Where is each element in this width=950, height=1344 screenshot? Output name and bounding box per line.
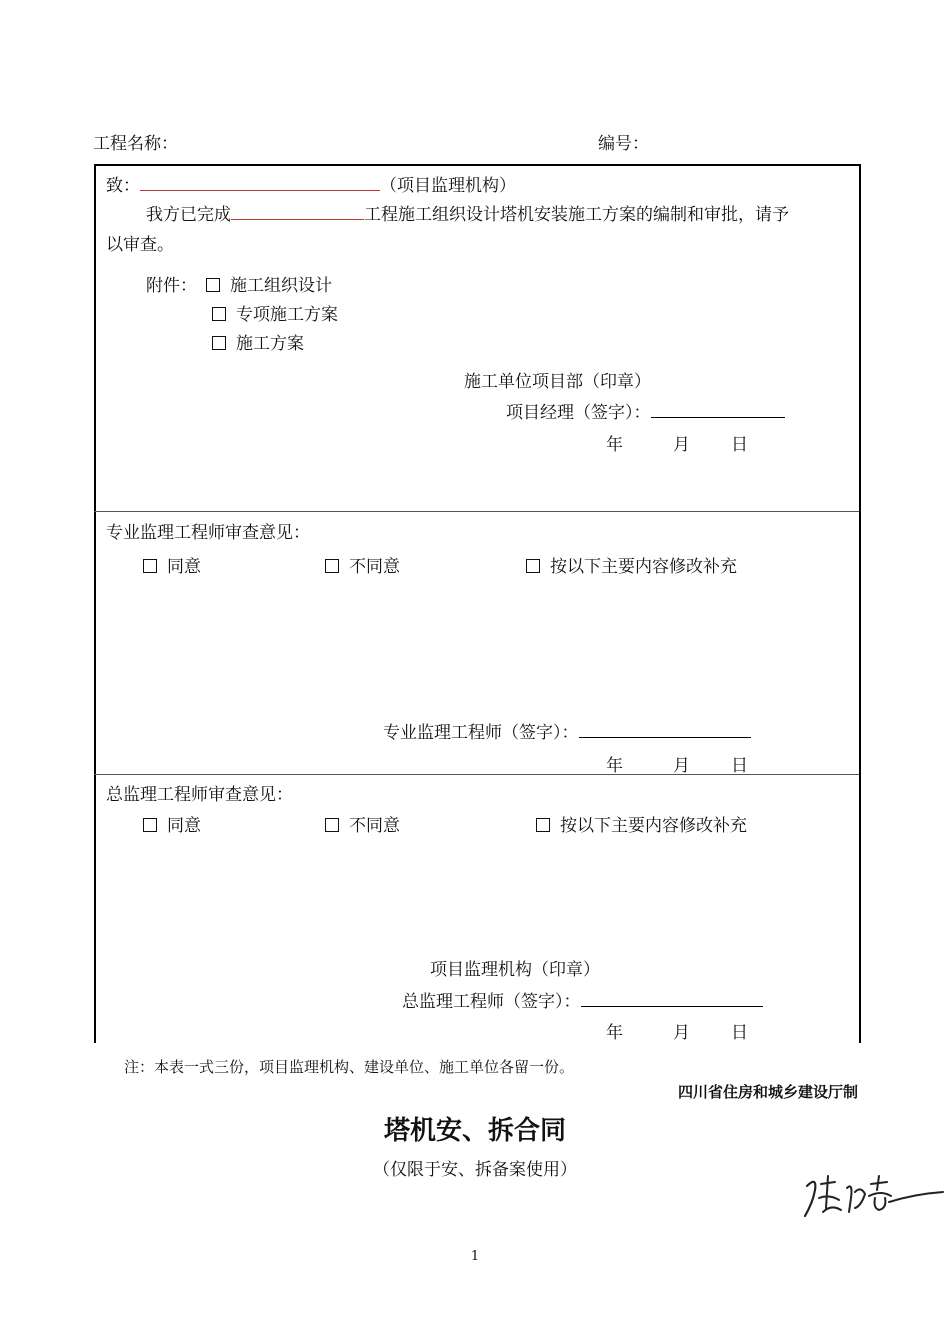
option-agree[interactable]	[143, 811, 201, 836]
engineer-sign-line	[383, 718, 751, 743]
checkbox[interactable]	[206, 278, 220, 292]
attachment-item[interactable]	[212, 329, 304, 354]
serial-number-label: 编号：	[598, 134, 649, 154]
recipient-line	[106, 171, 516, 196]
engineer-sign-blank[interactable]	[579, 719, 751, 738]
option-revise[interactable]	[526, 552, 737, 577]
chief-sign-label: 总监理工程师（签字）：	[402, 992, 581, 1012]
option-label: 不同意	[349, 557, 400, 577]
day-label: 日	[731, 1023, 748, 1043]
attachment-label: 施工组织设计	[230, 276, 332, 296]
section-title: 专业监理工程师审查意见：	[106, 523, 310, 543]
contract-subtitle: （仅限于安、拆备案使用）	[373, 1160, 577, 1180]
section-title: 总监理工程师审查意见：	[106, 785, 293, 805]
completion-line	[146, 200, 789, 225]
checkbox[interactable]	[526, 559, 540, 573]
option-label: 同意	[167, 816, 201, 836]
month-label: 月	[673, 435, 690, 455]
checkbox[interactable]	[212, 336, 226, 350]
agency-stamp: 项目监理机构（印章）	[430, 960, 600, 980]
date-line	[606, 430, 748, 455]
manager-sign-label: 项目经理（签字）：	[506, 403, 651, 423]
to-label: 致：	[106, 176, 140, 196]
year-label: 年	[606, 756, 623, 776]
option-label: 同意	[167, 557, 201, 577]
day-label: 日	[731, 756, 748, 776]
form-note: 注：本表一式三份，项目监理机构、建设单位、施工单位各留一份。	[124, 1058, 575, 1076]
option-agree[interactable]	[143, 552, 201, 577]
project-name-label: 工程名称：	[93, 134, 178, 154]
completion-prefix: 我方已完成	[146, 205, 231, 225]
checkbox[interactable]	[325, 559, 339, 573]
attachment-label: 施工方案	[236, 334, 304, 354]
option-revise[interactable]	[536, 811, 747, 836]
year-label: 年	[606, 1023, 623, 1043]
contract-title: 塔机安、拆合同	[383, 1116, 566, 1146]
completion-line-2: 以审查。	[106, 235, 174, 255]
construction-unit-stamp: 施工单位项目部（印章）	[464, 372, 651, 392]
recipient-blank[interactable]	[140, 172, 380, 191]
option-disagree[interactable]	[325, 552, 400, 577]
engineer-sign-label: 专业监理工程师（签字）：	[383, 723, 579, 743]
checkbox[interactable]	[143, 818, 157, 832]
date-line	[606, 751, 748, 776]
handwritten-signature	[795, 1168, 945, 1228]
date-line	[606, 1018, 748, 1043]
section-divider-1	[94, 511, 859, 512]
option-label: 按以下主要内容修改补充	[550, 557, 737, 577]
issuer-label: 四川省住房和城乡建设厅制	[677, 1083, 858, 1101]
option-label: 按以下主要内容修改补充	[560, 816, 747, 836]
checkbox[interactable]	[212, 307, 226, 321]
option-label: 不同意	[349, 816, 400, 836]
page-number: 1	[470, 1249, 480, 1264]
recipient-suffix: （项目监理机构）	[380, 176, 516, 196]
attachment-item[interactable]	[212, 300, 338, 325]
checkbox[interactable]	[325, 818, 339, 832]
chief-sign-line	[402, 987, 763, 1012]
checkbox[interactable]	[143, 559, 157, 573]
day-label: 日	[731, 435, 748, 455]
project-blank[interactable]	[231, 201, 364, 220]
manager-sign-line	[506, 398, 785, 423]
attachments-label: 附件：	[146, 276, 197, 296]
month-label: 月	[673, 1023, 690, 1043]
manager-sign-blank[interactable]	[651, 399, 785, 418]
attachment-label: 专项施工方案	[236, 305, 338, 325]
option-disagree[interactable]	[325, 811, 400, 836]
month-label: 月	[673, 756, 690, 776]
year-label: 年	[606, 435, 623, 455]
completion-suffix: 工程施工组织设计塔机安装施工方案的编制和审批，请予	[364, 205, 789, 225]
attachment-item[interactable]	[206, 271, 332, 296]
chief-sign-blank[interactable]	[581, 988, 763, 1007]
checkbox[interactable]	[536, 818, 550, 832]
